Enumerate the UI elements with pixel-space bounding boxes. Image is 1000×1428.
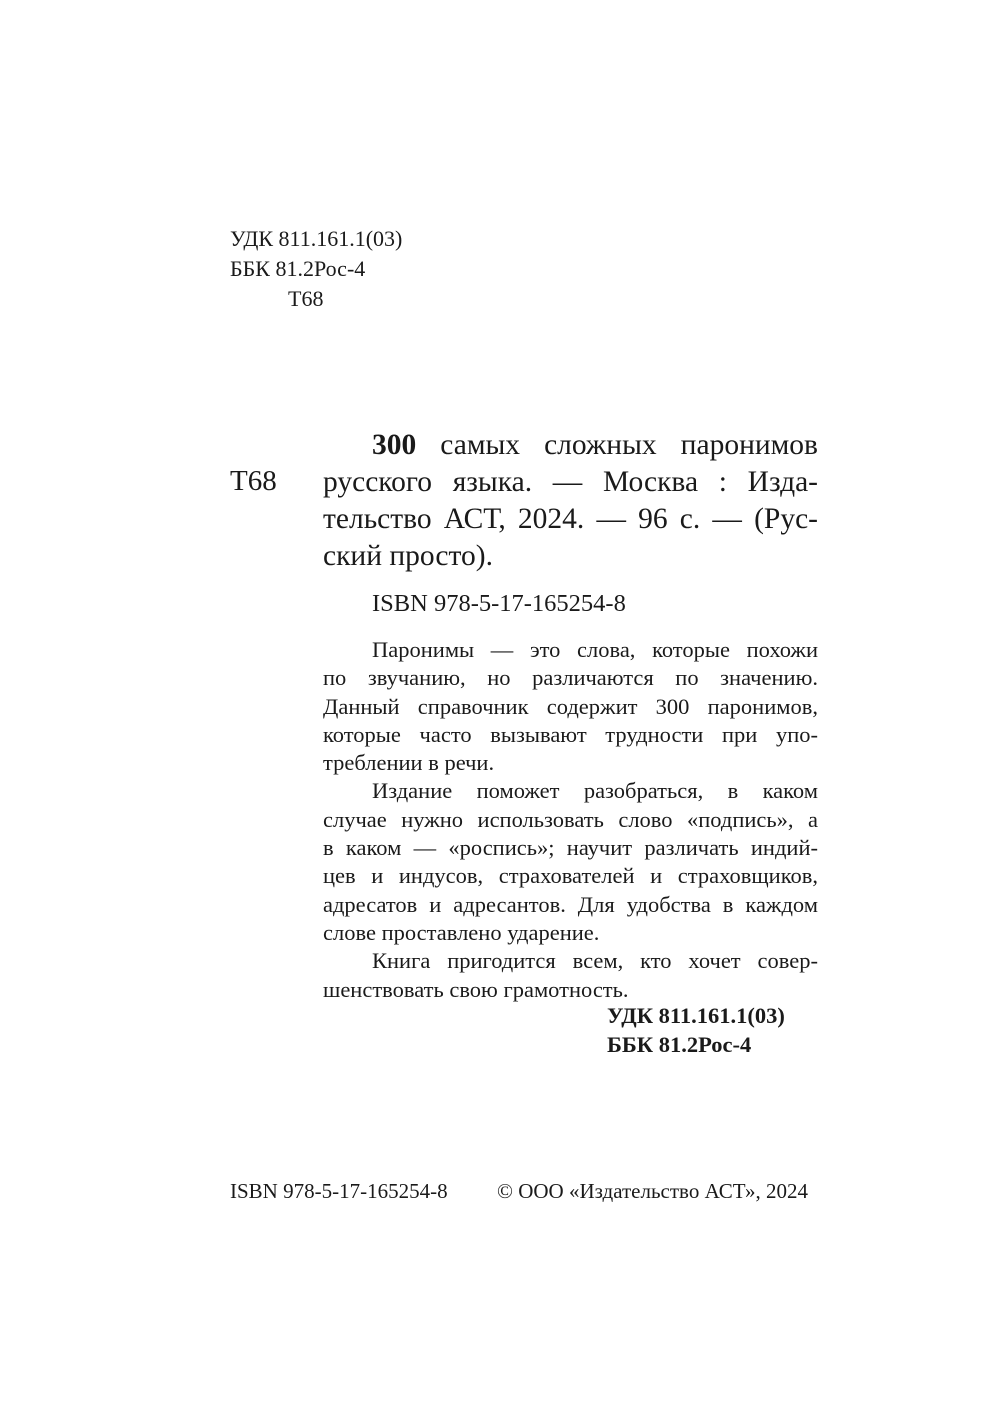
annotation-line: Паронимы — это слова, которые похожи — [372, 637, 818, 662]
bbk-code-bottom: ББК 81.2Рос-4 — [607, 1032, 752, 1057]
description-line: 300 самых сложных паронимов — [372, 429, 818, 461]
description-line: русского языка. — Москва : Изда- — [323, 466, 818, 498]
description-number: 300 — [372, 429, 417, 461]
side-author-mark: Т68 — [230, 465, 277, 497]
annotation-line: шенствовать свою грамотность. — [323, 976, 629, 1002]
udk-code-bottom: УДК 811.161.1(03) — [607, 1003, 785, 1028]
annotation-line: слове проставлено ударение. — [323, 919, 600, 945]
annotation-line: в каком — «роспись»; научит различать индий- — [323, 835, 818, 861]
description-line: ский просто). — [323, 540, 493, 572]
annotation-line: Издание поможет разобраться, в каком — [372, 778, 818, 804]
annotation-line: Книга пригодится всем, кто хочет совер- — [372, 948, 818, 974]
annotation-line: по звучанию, но различаются по значению. — [323, 665, 818, 691]
bibliographic-description — [323, 427, 818, 575]
isbn: ISBN 978-5-17-165254-8 — [372, 590, 626, 617]
udk-code: УДК 811.161.1(03) — [230, 226, 403, 251]
annotation-line: случае нужно использовать слово «подпись», а — [323, 806, 818, 832]
bbk-code: ББК 81.2Рос-4 — [230, 256, 366, 281]
annotation-line: треблении в речи. — [323, 750, 495, 776]
annotation-line: Данный справочник содержит 300 паронимов, — [323, 693, 818, 719]
copyright-notice: © ООО «Издательство АСТ», 2024 — [497, 1179, 808, 1203]
footer-isbn: ISBN 978-5-17-165254-8 — [230, 1179, 448, 1203]
description-line: тельство АСТ, 2024. — 96 с. — (Рус- — [323, 503, 818, 535]
annotation — [323, 636, 818, 1004]
annotation-line: цев и индусов, страхователей и страховщиков, — [323, 863, 818, 889]
author-mark: Т68 — [288, 286, 324, 311]
annotation-line: которые часто вызывают трудности при упо- — [323, 721, 818, 747]
annotation-line: адресатов и адресантов. Для удобства в каждом — [323, 891, 818, 917]
